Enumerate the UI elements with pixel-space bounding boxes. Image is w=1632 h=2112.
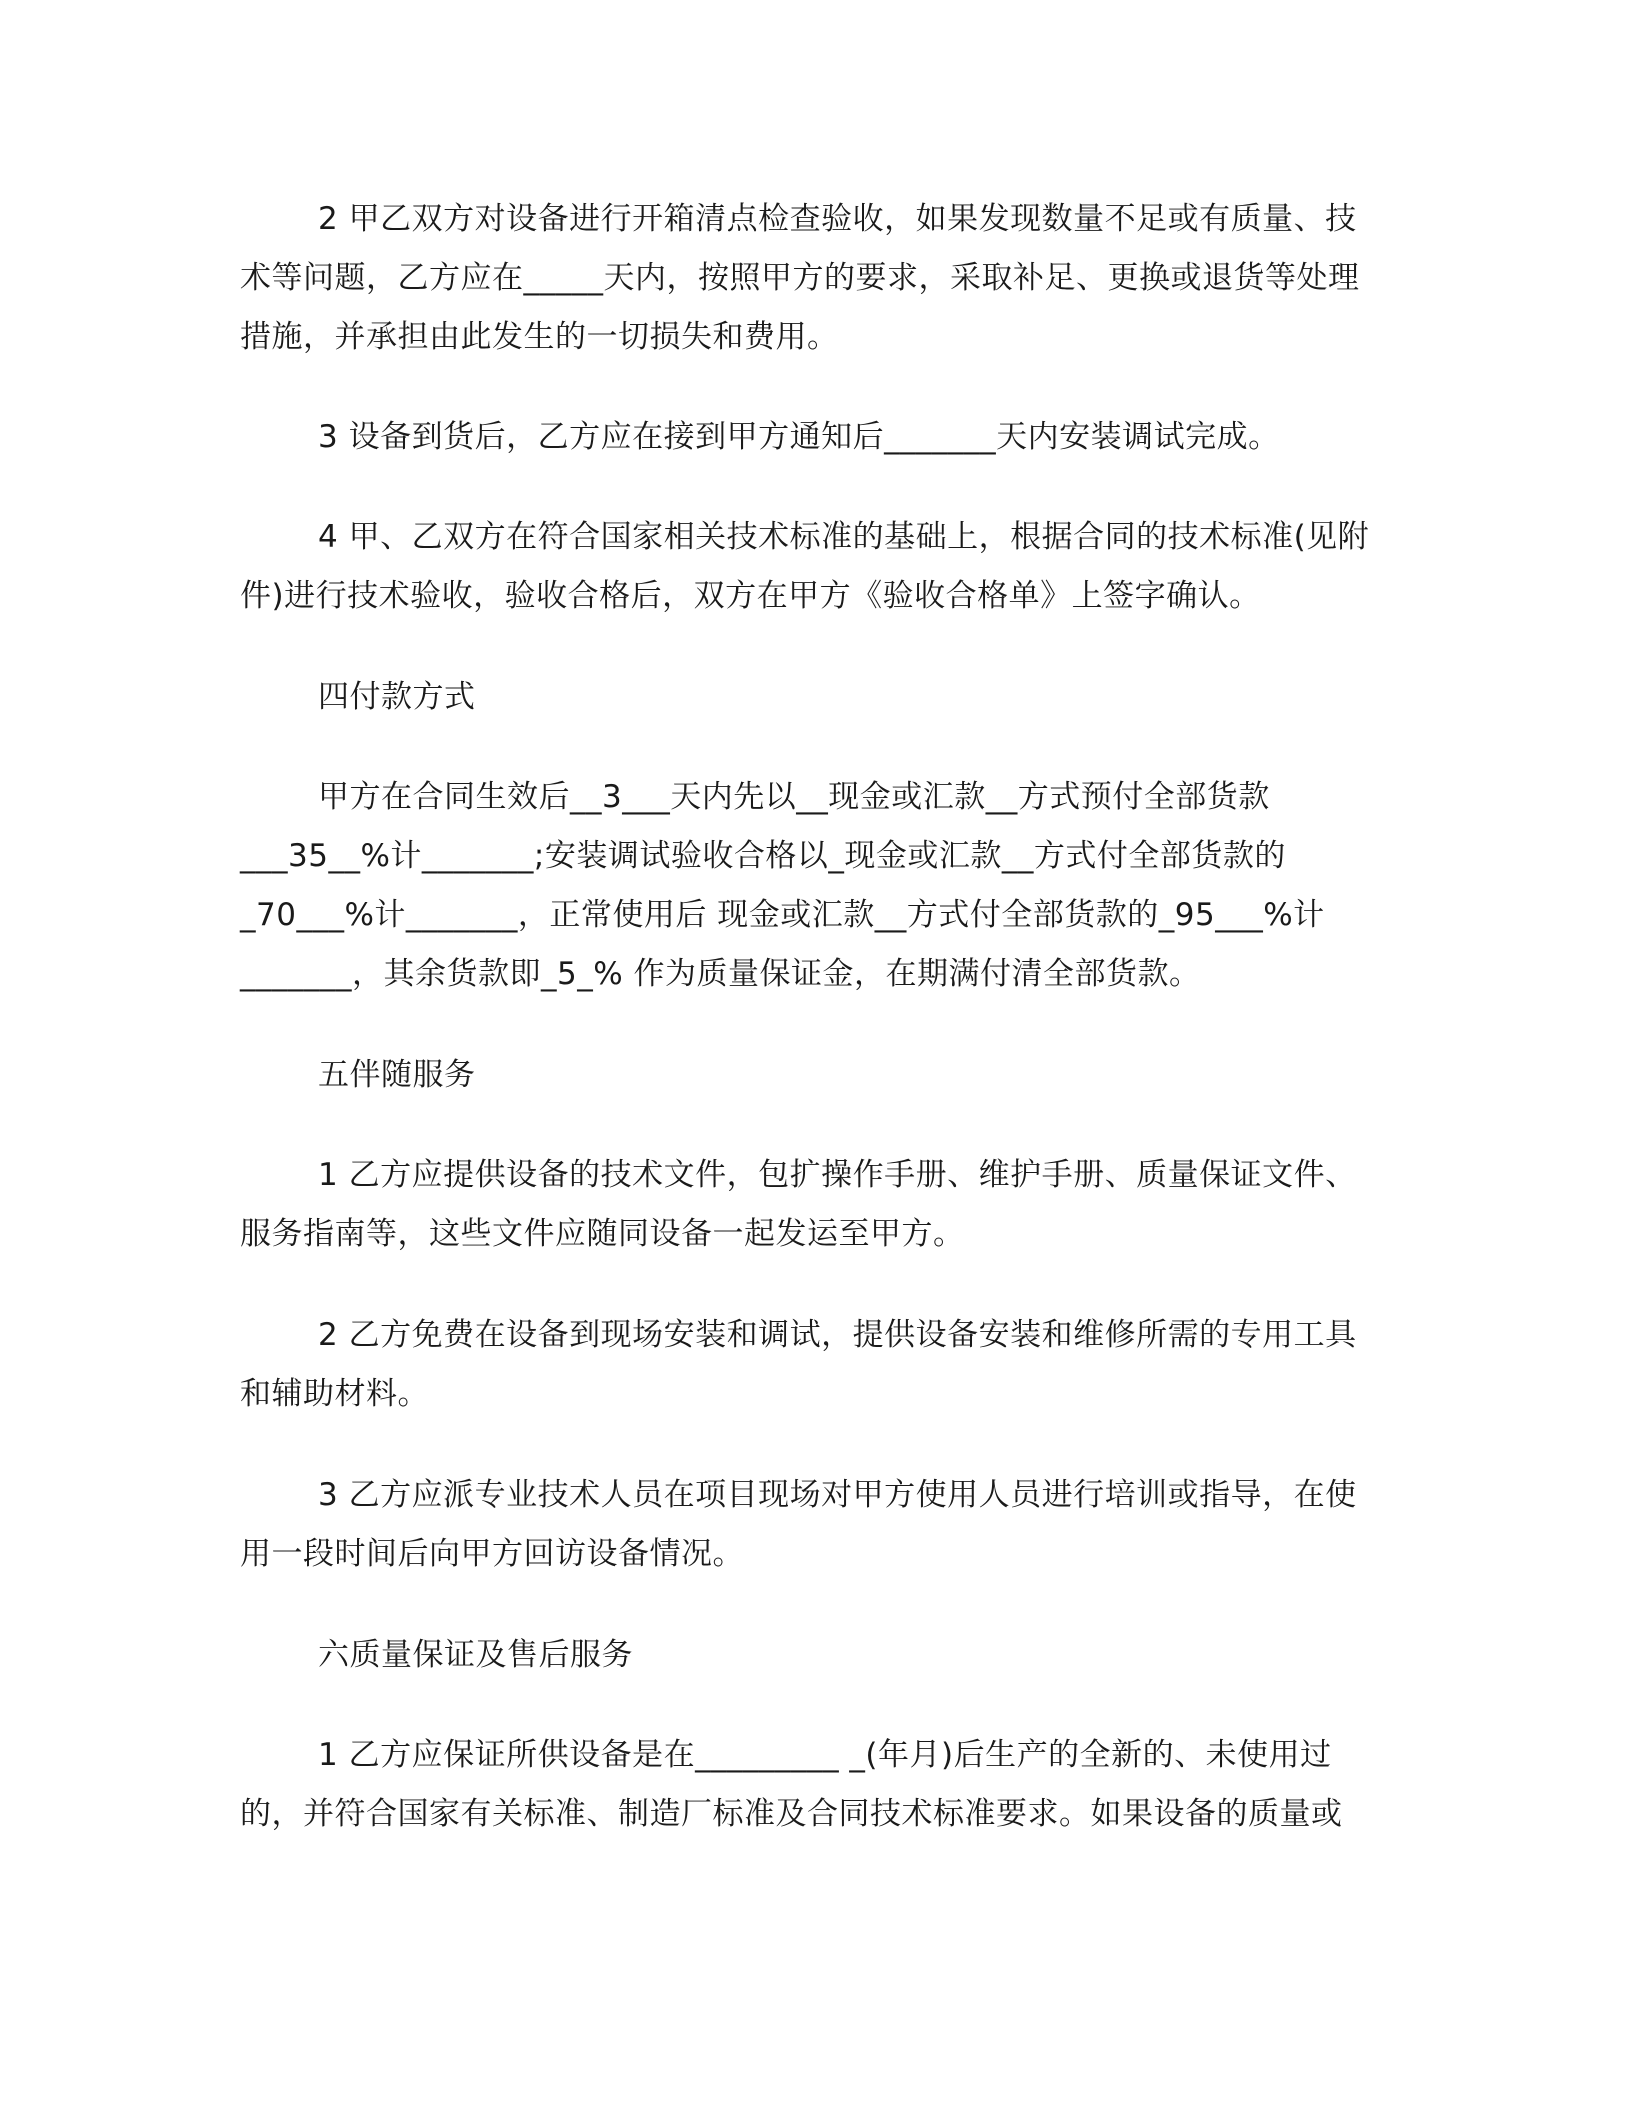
text-line: _70___%计_______，正常使用后 现金或汇款__方式付全部货款的_95___%计 [240, 897, 1325, 933]
text-line: 和辅助材料。 [240, 1376, 429, 1412]
text-line: 服务指南等，这些文件应随同设备一起发运至甲方。 [240, 1216, 965, 1252]
text-line: 甲方在合同生效后__3___天内先以__现金或汇款__方式预付全部货款 [318, 779, 1270, 815]
text-line: 4 甲、乙双方在符合国家相关技术标准的基础上，根据合同的技术标准(见附 [318, 519, 1370, 555]
text-line: _______，其余货款即_5_% 作为质量保证金，在期满付清全部货款。 [240, 956, 1201, 992]
text-line: 2 乙方免费在设备到现场安装和调试，提供设备安装和维修所需的专用工具 [318, 1317, 1357, 1353]
text-line: 的，并符合国家有关标准、制造厂标准及合同技术标准要求。如果设备的质量或 [240, 1796, 1343, 1832]
heading-text: 五伴随服务 [318, 1057, 476, 1093]
text-line: 件)进行技术验收，验收合格后，双方在甲方《验收合格单》上签字确认。 [240, 578, 1261, 614]
text-line: 1 乙方应保证所供设备是在_________ _(年月)后生产的全新的、未使用过 [318, 1737, 1332, 1773]
text-line: ___35__%计_______;安装调试验收合格以_现金或汇款__方式付全部货款的 [240, 838, 1286, 874]
text-line: 措施，并承担由此发生的一切损失和费用。 [240, 319, 839, 355]
text-line: 术等问题，乙方应在_____天内，按照甲方的要求，采取补足、更换或退货等处理 [240, 260, 1360, 296]
text-line: 2 甲乙双方对设备进行开箱清点检查验收，如果发现数量不足或有质量、技 [318, 201, 1357, 237]
text-line: 3 乙方应派专业技术人员在项目现场对甲方使用人员进行培训或指导，在使 [318, 1477, 1357, 1513]
text-line: 用一段时间后向甲方回访设备情况。 [240, 1536, 744, 1572]
text-line: 3 设备到货后，乙方应在接到甲方通知后_______天内安装调试完成。 [318, 419, 1280, 455]
heading-text: 四付款方式 [318, 679, 476, 715]
text-line: 1 乙方应提供设备的技术文件，包扩操作手册、维护手册、质量保证文件、 [318, 1157, 1357, 1193]
heading-text: 六质量保证及售后服务 [318, 1637, 633, 1673]
